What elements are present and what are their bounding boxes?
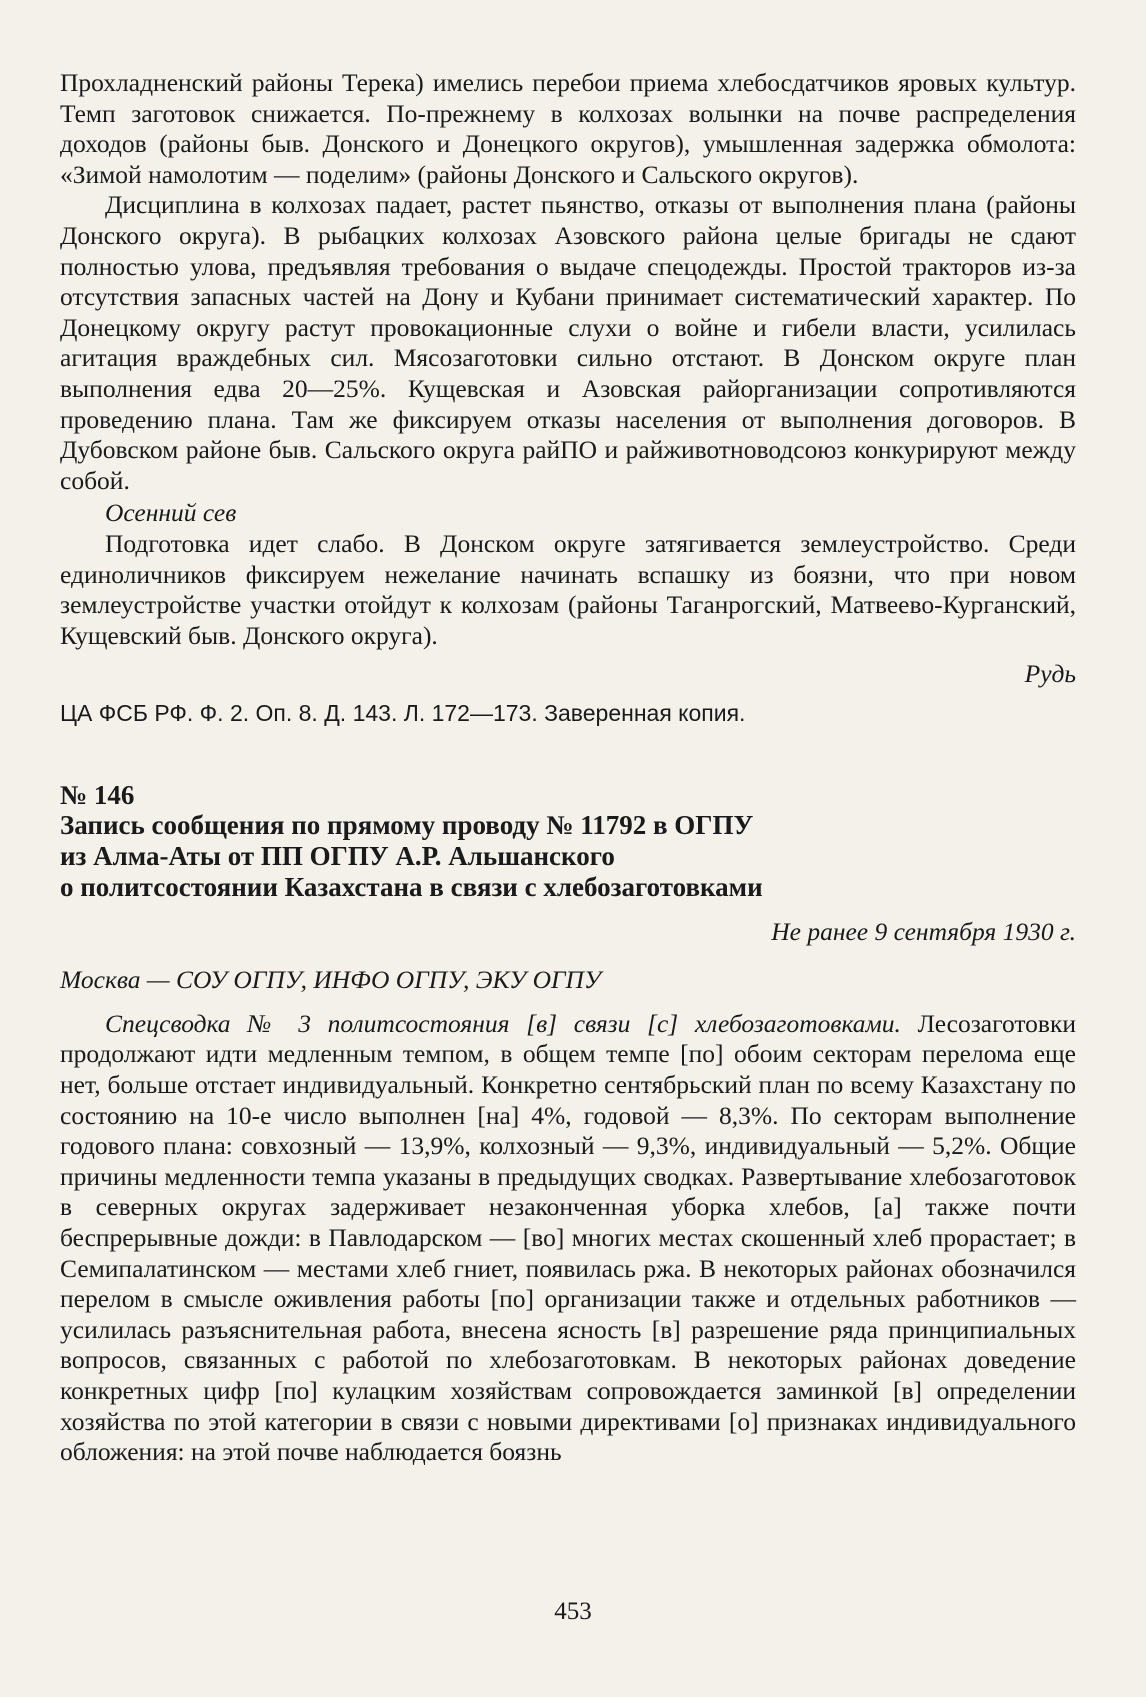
document-number: № 146 — [60, 779, 135, 810]
signature: Рудь — [1024, 659, 1076, 689]
paragraph-top-1: Прохладненский районы Терека) имелись перебои приема хлебосдатчиков яровых культур. Темп заготовок снижается. По-прежнему в колхозах волынки на почве распределения доходов (районы быв. Донского и Донецкого округов), умышленная задержка обмолота: «Зимой намолотим — поделим» (районы Донского и Сальского округов). — [60, 68, 1076, 189]
document-address: Москва — СОУ ОГПУ, ИНФО ОГПУ, ЭКУ ОГПУ — [60, 964, 602, 994]
document-title-line-1: Запись сообщения по прямому проводу № 11792 в ОГПУ — [60, 809, 754, 840]
subheading-autumn-sowing: Осенний сев — [105, 498, 237, 528]
document-lead: Спецсводка № 3 политсостояния [в] связи [с] хлебозаготовками. — [105, 1008, 901, 1038]
document-title-line-2: из Алма-Аты от ПП ОГПУ А.Р. Альшанского — [60, 840, 615, 871]
page-content — [60, 68, 1076, 1468]
paragraph-top-2: Дисциплина в колхозах падает, растет пьянство, отказы от выполнения плана (районы Донского округа). В рыбацких колхозах Азовского района целые бригады не сдают полностью улова, предъявляя требования о выдаче спецодежды. Простой тракторов из-за отсутствия запасных частей на Дону и Кубани принимает систематический характер. По Донецкому округу растут провокационные слухи о войне и гибели власти, усилилась агитация враждебных сил. Мясозаготовки сильно отстают. В Донском округе план выполнения едва 20—25%. Кущевская и Азовская райорганизации сопротивляются проведению плана. Там же фиксируем отказы населения от выполнения договоров. В Дубовском районе быв. Сальского округа райПО и райживотноводсоюз конкурируют между собой. — [60, 190, 1076, 495]
paragraph-sowing: Подготовка идет слабо. В Донском округе затягивается землеустройство. Среди единоличников фиксируем нежелание начинать вспашку из боязни, что при новом землеустройстве участки отойдут к колхозам (районы Таганрогский, Матвеево-Курганский, Кущевский быв. Донского округа). — [60, 528, 1076, 650]
document-body — [60, 1009, 1076, 1468]
page-number: 453 — [554, 1598, 592, 1625]
document-date: Не ранее 9 сентября 1930 г. — [771, 916, 1076, 946]
document-title-line-3: о политсостоянии Казахстана в связи с хлебозаготовками — [60, 871, 763, 902]
archive-source: ЦА ФСБ РФ. Ф. 2. Оп. 8. Д. 143. Л. 172—173. Заверенная копия. — [60, 699, 746, 726]
document-body-text: Лесозаготовки продолжают идти медленным темпом, в общем темпе [по] обоим секторам перелома еще нет, больше отстает индивидуальный. Конкретно сентябрьский план по всему Казахстану по состоянию на 10-е число выполнен [на] 4%, годовой — 8,3%. По секторам выполнение годового плана: совхозный — 13,9%, колхозный — 9,3%, индивидуальный — 5,2%. Общие причины медленности темпа указаны в предыдущих сводках. Развертывание хлебозаготовок в северных округах задерживает незаконченная уборка хлебов, [а] также почти беспрерывные дожди: в Павлодарском — [во] многих местах скошенный хлеб прорастает; в Семипалатинском — местами хлеб гниет, появилась ржа. В некоторых районах обозначился перелом в смысле оживления работы [по] организации также и отдельных работников — усилилась разъяснительная работа, внесена ясность [в] разрешение ряда принципиальных вопросов, связанных с работой по хлебозаготовкам. В некоторых районах доведение конкретных цифр [по] кулацким хозяйствам сопровождается заминкой [в] определении хозяйства по этой категории в связи с новыми директивами [о] признаках индивидуального обложения: на этой почве наблюдается боязнь — [60, 1008, 1077, 1467]
